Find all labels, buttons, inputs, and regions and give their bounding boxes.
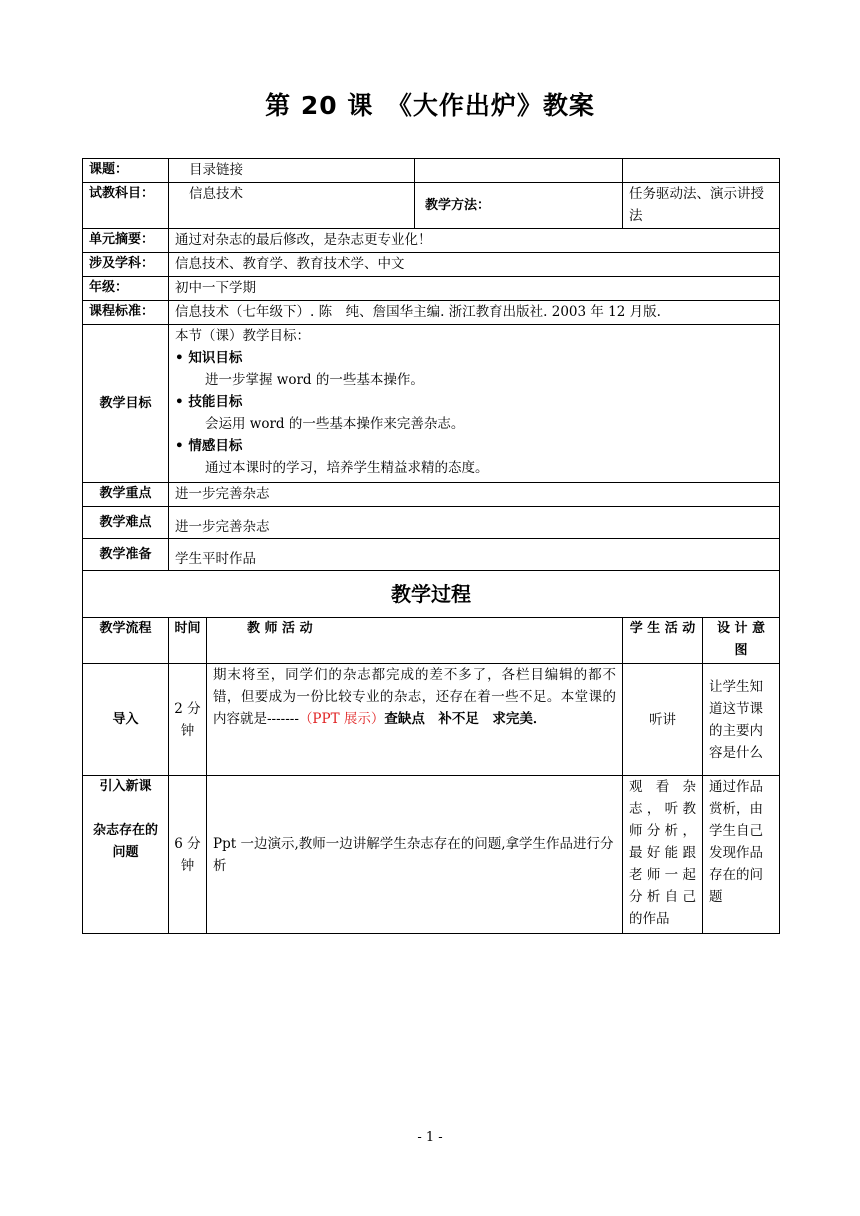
header-student: 学 生 活 动 [623,618,703,664]
difficult-point-value: 进一步完善杂志 [169,507,780,539]
design-intent-new-lesson: 通过作品赏析，由学生自己发现作品存在的问题 [703,776,780,934]
preparation-value: 学生平时作品 [169,539,780,571]
flow-new-lesson-b: 杂志存在的问题 [92,823,158,860]
goal-skill-text: 会运用 word 的一些基本操作来完善杂志。 [205,416,465,432]
row-difficult-point [83,507,780,539]
process-row-intro [83,664,780,776]
topic-label: 课题： [83,159,169,183]
row-topic [83,159,780,183]
teacher-activity-intro [207,664,623,776]
subject-label: 试教科目： [83,183,169,229]
row-disciplines [83,253,780,277]
row-grade [83,277,780,301]
difficult-point-label: 教学难点 [83,507,169,539]
key-point-value: 进一步完善杂志 [169,483,780,507]
flow-new-lesson-a: 引入新课 [99,779,152,794]
row-summary [83,229,780,253]
method-label: 教学方法： [415,183,623,229]
goal-knowledge-head: • 知识目标 [175,350,243,366]
grade-label: 年级： [83,277,169,301]
row-process-title [83,571,780,618]
goals-content [169,325,780,483]
subject-value: 信息技术 [169,183,415,229]
lesson-plan-table [82,158,780,934]
disciplines-value: 信息技术、教育学、教育技术学、中文 [169,253,780,277]
goal-knowledge-text: 进一步掌握 word 的一些基本操作。 [205,372,424,388]
goal-emotion-text: 通过本课时的学习，培养学生精益求精的态度。 [205,460,489,476]
flow-new-lesson [83,776,169,934]
method-value: 任务驱动法、演示讲授法 [623,183,780,229]
time-new-lesson: 6 分 钟 [169,776,207,934]
row-goals [83,325,780,483]
summary-label: 单元摘要： [83,229,169,253]
header-teacher: 教 师 活 动 [207,618,623,664]
goals-label: 教学目标 [83,325,169,483]
lesson-theme: 查缺点 补不足 求完美． [384,711,547,727]
header-flow: 教学流程 [83,618,169,664]
process-title: 教学过程 [83,571,780,618]
student-activity-new-lesson: 观看杂志，听教师分析，最好能跟老师一起分析自己的作品 [623,776,703,934]
ppt-show-note: （PPT 展示） [298,711,385,727]
standard-label: 课程标准： [83,301,169,325]
flow-intro: 导入 [83,664,169,776]
process-row-new-lesson [83,776,780,934]
grade-value: 初中一下学期 [169,277,780,301]
design-intent-intro: 让学生知道这节课的主要内容是什么 [703,664,780,776]
header-design: 设 计 意 图 [703,618,780,664]
standard-value: 信息技术（七年级下）. 陈 纯、詹国华主编. 浙江教育出版社. 2003 年 12 月版. [169,301,780,325]
row-subject [83,183,780,229]
document-title: 第 20 课 《大作出炉》教案 [265,91,595,120]
process-header-row [83,618,780,664]
empty-cell [415,159,623,183]
student-activity-intro: 听讲 [623,664,703,776]
row-standard [83,301,780,325]
goal-skill-head: • 技能目标 [175,394,243,410]
empty-cell [623,159,780,183]
page-number: - 1 - [417,1130,443,1145]
time-intro: 2 分 钟 [169,664,207,776]
summary-value: 通过对杂志的最后修改，是杂志更专业化！ [169,229,780,253]
goal-emotion-head: • 情感目标 [175,438,243,454]
preparation-label: 教学准备 [83,539,169,571]
header-time: 时间 [169,618,207,664]
teacher-activity-new-lesson: Ppt 一边演示,教师一边讲解学生杂志存在的问题,拿学生作品进行分析 [207,776,623,934]
teacher-activity-intro-text: 期末将至，同学们的杂志都完成的差不多了，各栏目编辑的都不错，但要成为一份比较专业的杂志，还存在着一些不足。本堂课的内容就是------- [213,667,616,727]
disciplines-label: 涉及学科： [83,253,169,277]
row-key-point [83,483,780,507]
row-preparation [83,539,780,571]
key-point-label: 教学重点 [83,483,169,507]
topic-value: 目录链接 [169,159,415,183]
goals-intro: 本节（课）教学目标： [175,328,310,344]
